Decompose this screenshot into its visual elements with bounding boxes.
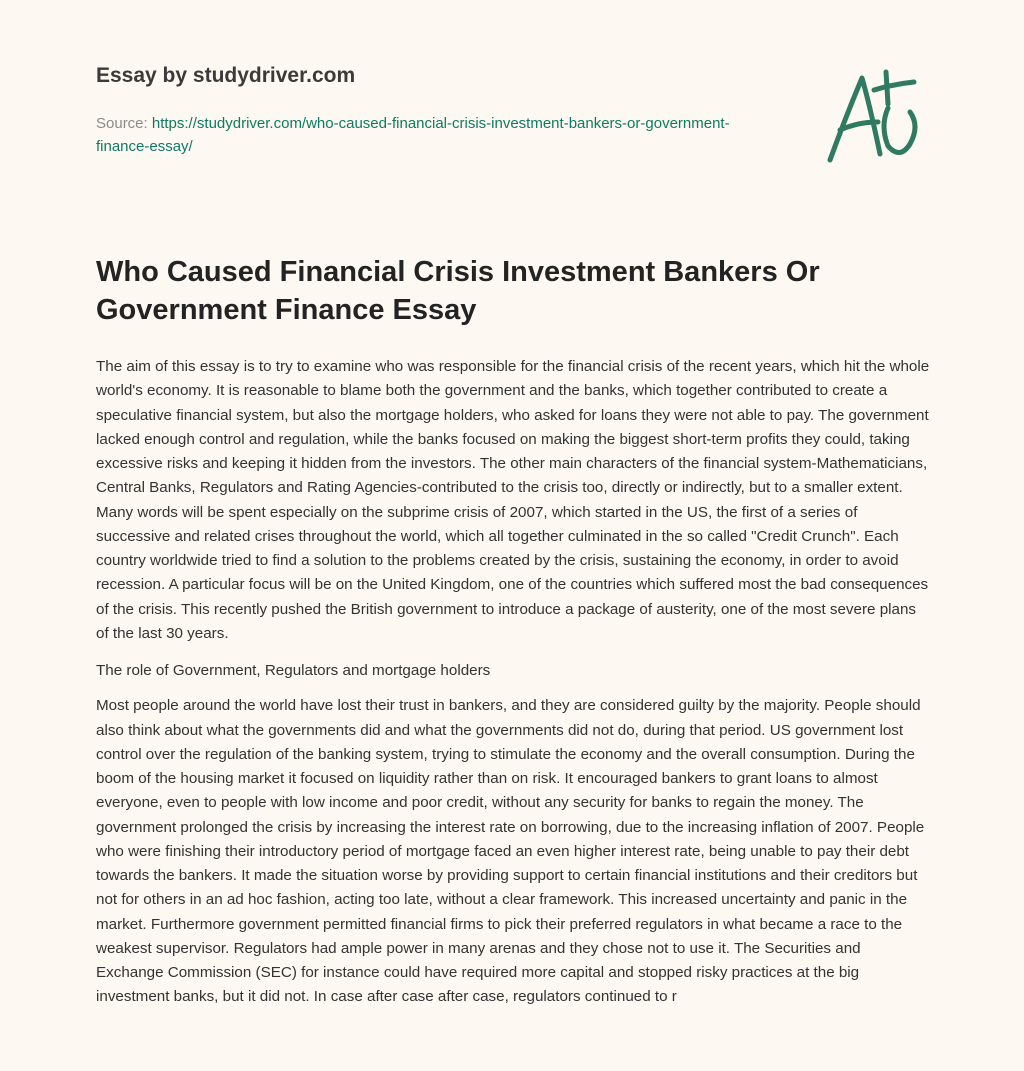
essay-paragraph: Most people around the world have lost their trust in bankers, and they are considered guilty by the majority. People should also think about what the governments did and what the governments did not do, during that period. US government lost control over the regulation of the banking system, trying to stimulate the economy and the overall consumption. During the boom of the housing market it focused on liquidity rather than on risk. It encouraged bankers to grant loans to almost everyone, even to people with low income and poor credit, without any security for banks to regain the money. The government prolonged the crisis by increasing the interest rate on borrowing, due to the increasing inflation of 2007. People who were finishing their introductory period of mortgage faced an even higher interest rate, being unable to pay their debt towards the bankers. It made the situation worse by providing support to certain financial institutions and their creditors but not for others in an ad hoc fashion, acting too late, without a clear framework. This increased uncertainty and panic in the market. Furthermore government permitted financial firms to pick their preferred regulators in what became a race to the weakest supervisor. Regulators had ample power in many arenas and they chose not to use it. The Securities and Exchange Commission (SEC) for instance could have required more capital and stopped risky practices at the big investment banks, but it did not. In case after case after case, regulators continued to r bbox=[96, 697, 925, 1006]
section-heading: The role of Government, Regulators and mortgage holders bbox=[96, 662, 491, 679]
essay-body bbox=[96, 355, 930, 1023]
source-line bbox=[96, 112, 736, 158]
essay-title: Who Caused Financial Crisis Investment Bankers Or Government Finance Essay bbox=[96, 256, 820, 326]
a-plus-logo bbox=[818, 64, 930, 168]
site-title: Essay by studydriver.com bbox=[96, 64, 356, 87]
source-label: Source: bbox=[96, 115, 148, 132]
source-link[interactable]: https://studydriver.com/who-caused-financial-crisis-investment-bankers-or-government-finance-essay/ bbox=[96, 115, 730, 155]
essay-paragraph: The aim of this essay is to try to examine who was responsible for the financial crisis of the recent years, which hit the whole world's economy. It is reasonable to blame both the government and the banks, which together contributed to create a speculative financial system, but also the mortgage holders, who asked for loans they were not able to pay. The government lacked enough control and regulation, while the banks focused on making the biggest short-term profits they could, taking excessive risks and keeping it hidden from the investors. The other main characters of the financial system-Mathematicians, Central Banks, Regulators and Rating Agencies-contributed to the crisis too, directly or indirectly, but to a smaller extent. Many words will be spent especially on the subprime crisis of 2007, which started in the US, the first of a series of successive and related crises throughout the world, which all together culminated in the so called "Credit Crunch". Each country worldwide tried to find a solution to the problems created by the crisis, sustaining the economy, in order to avoid recession. A particular focus will be on the United Kingdom, one of the countries which suffered most the bad consequences of the crisis. This recently pushed the British government to introduce a package of austerity, one of the most severe plans of the last 30 years. bbox=[96, 358, 930, 642]
